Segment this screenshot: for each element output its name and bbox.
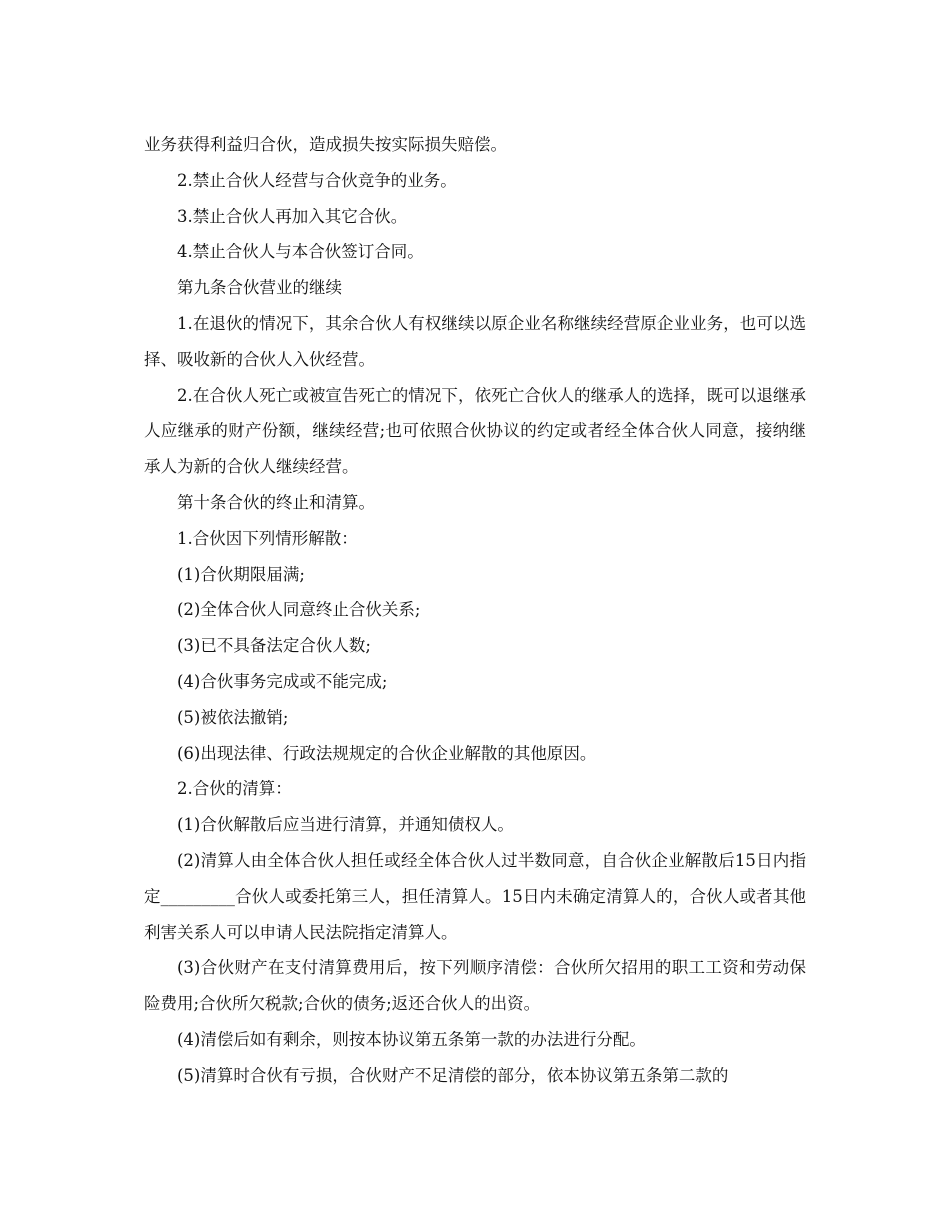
paragraph-item-4: 4.禁止合伙人与本合伙签订合同。 bbox=[177, 242, 424, 262]
dissolution-reason-4: (4)合伙事务完成或不能完成; bbox=[177, 671, 388, 691]
article-10-heading: 第十条合伙的终止和清算。 bbox=[177, 492, 375, 512]
paragraph-continuation: 业务获得利益归合伙，造成损失按实际损失赔偿。 bbox=[144, 135, 507, 154]
liquidation-step-4: (4)清偿后如有剩余，则按本协议第五条第一款的办法进行分配。 bbox=[177, 1029, 646, 1049]
liquidation-step-3: (3)合伙财产在支付清算费用后，按下列顺序清偿：合伙所欠招用的职工工资和劳动保险费用;合伙所欠税款;合伙的债务;返还合伙人的出资。 bbox=[144, 958, 806, 1014]
article-10-clause-2: 2.合伙的清算： bbox=[177, 779, 292, 799]
dissolution-reason-5: (5)被依法撤销; bbox=[177, 707, 289, 727]
dissolution-reason-6: (6)出现法律、行政法规规定的合伙企业解散的其他原因。 bbox=[177, 743, 597, 763]
article-9-heading: 第九条合伙营业的继续 bbox=[177, 278, 342, 298]
liquidation-step-1: (1)合伙解散后应当进行清算，并通知债权人。 bbox=[177, 815, 514, 835]
dissolution-reason-3: (3)已不具备法定合伙人数; bbox=[177, 636, 371, 656]
document-body bbox=[144, 127, 806, 1094]
article-10-clause-1: 1.合伙因下列情形解散： bbox=[177, 528, 358, 548]
paragraph-item-3: 3.禁止合伙人再加入其它合伙。 bbox=[177, 206, 408, 226]
article-9-clause-2: 2.在合伙人死亡或被宣告死亡的情况下，依死亡合伙人的继承人的选择，既可以退继承人应继承的财产份额，继续经营;也可依照合伙协议的约定或者经全体合伙人同意，接纳继承人为新的合伙人继续经营。 bbox=[144, 385, 806, 477]
dissolution-reason-1: (1)合伙期限届满; bbox=[177, 564, 305, 584]
article-9-clause-1: 1.在退伙的情况下，其余合伙人有权继续以原企业名称继续经营原企业业务，也可以选择、吸收新的合伙人入伙经营。 bbox=[144, 313, 806, 369]
liquidation-step-5: (5)清算时合伙有亏损，合伙财产不足清偿的部分，依本协议第五条第二款的 bbox=[177, 1065, 729, 1085]
dissolution-reason-2: (2)全体合伙人同意终止合伙关系; bbox=[177, 600, 421, 620]
paragraph-item-2: 2.禁止合伙人经营与合伙竞争的业务。 bbox=[177, 170, 457, 190]
liquidation-step-2: (2)清算人由全体合伙人担任或经全体合伙人过半数同意，自合伙企业解散后15日内指定_________合伙人或委托第三人，担任清算人。15日内未确定清算人的，合伙人或者其他利害关系人可以申请人民法院指定清算人。 bbox=[144, 850, 806, 942]
